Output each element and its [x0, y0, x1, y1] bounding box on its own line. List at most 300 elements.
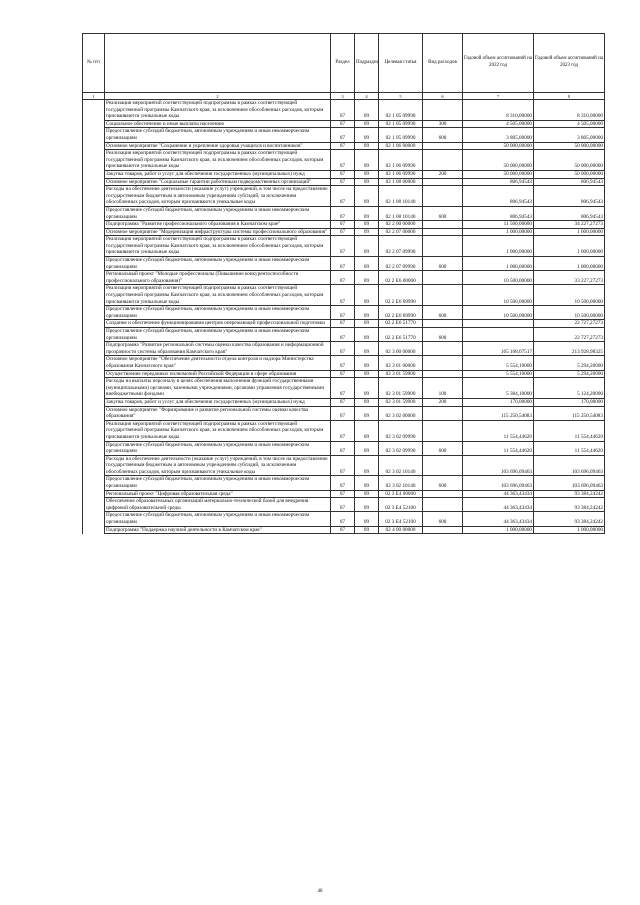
target-article: 02 2 07 09990 [379, 257, 423, 271]
target-article: 02 1 05 09990 [379, 128, 423, 142]
expense-type: 600 [423, 512, 463, 526]
section-code: 07 [331, 328, 355, 342]
subsection-code: 09 [355, 512, 379, 526]
amount-2023: 1 000,00000 [534, 228, 605, 236]
row-num-cell [83, 356, 105, 370]
item-name: Предоставление субсидий бюджетным, автономным учреждениям и иным некоммерческим организациям [105, 328, 331, 342]
amount-2022: 10 500,00000 [463, 306, 534, 320]
header-vol-2022: Годовой объем ассигнований на 2022 год [463, 34, 534, 93]
section-code: 07 [331, 206, 355, 220]
amount-2022: 1 000,00000 [463, 236, 534, 257]
amount-2022: 3 805,00000 [463, 128, 534, 142]
item-name: Основное мероприятие "Социальные гарантии работникам подведомственных организаций" [105, 178, 331, 186]
amount-2023: 33 227,27273 [534, 271, 605, 285]
subsection-code: 09 [355, 406, 379, 420]
item-name: Осуществление переданных полномочий Российской Федерации в сфере образования [105, 370, 331, 378]
section-code: 07 [331, 150, 355, 171]
item-name: Реализация мероприятий соответствующей подпрограммы в рамках соответствующей государственной программы Камчатского края, за исключением обособленных расходов, которым присваиваются уникальные коды [105, 420, 331, 441]
table-row [83, 420, 605, 441]
col-number: 3 [331, 93, 355, 100]
table-row [83, 356, 605, 370]
expense-type [423, 320, 463, 328]
section-code: 07 [331, 186, 355, 207]
row-num-cell [83, 221, 105, 229]
amount-2023: 170,00000 [534, 398, 605, 406]
expense-type: 600 [423, 328, 463, 342]
amount-2022: 1 000,00000 [463, 526, 534, 534]
target-article: 02 3 E4 52100 [379, 498, 423, 512]
row-num-cell [83, 498, 105, 512]
amount-2023: 5 124,20000 [534, 378, 605, 399]
amount-2023: 22 727,27273 [534, 328, 605, 342]
item-name: Предоставление субсидий бюджетным, автономным учреждениям и иным некоммерческим организациям [105, 257, 331, 271]
section-code: 07 [331, 228, 355, 236]
target-article: 02 1 06 09990 [379, 150, 423, 171]
header-num: № п/п [83, 34, 105, 93]
amount-2022: 5 554,10000 [463, 370, 534, 378]
target-article: 02 1 06 09990 [379, 170, 423, 178]
table-row [83, 206, 605, 220]
subsection-code: 09 [355, 490, 379, 498]
expense-type [423, 228, 463, 236]
subsection-code: 09 [355, 306, 379, 320]
table-row [83, 271, 605, 285]
row-num-cell [83, 142, 105, 150]
target-article: 02 1 05 09990 [379, 100, 423, 121]
amount-2022: 44 363,43434 [463, 498, 534, 512]
row-num-cell [83, 128, 105, 142]
section-code: 07 [331, 526, 355, 534]
target-article: 02 3 02 10140 [379, 476, 423, 490]
subsection-code: 09 [355, 170, 379, 178]
row-num-cell [83, 236, 105, 257]
amount-2022: 806,94543 [463, 178, 534, 186]
table-row [83, 257, 605, 271]
section-code: 07 [331, 120, 355, 128]
item-name: Расходы на обеспечение деятельности (оказание услуг) учреждений, в том числе на предоставление государственным бюджетным и автономным учреждениям субсидий, за исключением обособленных расходов, которым присваиваются уникальные коды [105, 455, 331, 476]
amount-2022: 11 554,44620 [463, 420, 534, 441]
budget-table [82, 33, 605, 534]
subsection-code: 09 [355, 476, 379, 490]
subsection-code: 09 [355, 455, 379, 476]
table-row [83, 406, 605, 420]
col-number: 5 [379, 93, 423, 100]
expense-type [423, 526, 463, 534]
expense-type [423, 221, 463, 229]
subsection-code: 09 [355, 342, 379, 356]
amount-2022: 11 554,44620 [463, 441, 534, 455]
section-code: 07 [331, 441, 355, 455]
target-article: 02 1 08 10140 [379, 186, 423, 207]
expense-type [423, 142, 463, 150]
amount-2022: 103 696,09463 [463, 476, 534, 490]
amount-2023: 103 696,09463 [534, 455, 605, 476]
item-name: Основное мероприятие "Сохранение и укрепление здоровья учащихся и воспитанников" [105, 142, 331, 150]
header-name [105, 34, 331, 93]
section-code: 07 [331, 257, 355, 271]
section-code: 07 [331, 490, 355, 498]
expense-type [423, 406, 463, 420]
amount-2023: 11 554,44620 [534, 420, 605, 441]
table-row [83, 490, 605, 498]
subsection-code: 09 [355, 206, 379, 220]
table-row [83, 476, 605, 490]
item-name: Подпрограмма "Развитие профессионального образования в Камчатском крае" [105, 221, 331, 229]
expense-type [423, 420, 463, 441]
subsection-code: 09 [355, 186, 379, 207]
expense-type [423, 356, 463, 370]
col-number: 4 [355, 93, 379, 100]
amount-2022: 5 554,10000 [463, 356, 534, 370]
item-name: Расходы на выплаты персоналу в целях обеспечения выполнения функций государственными (муниципальными) органами, казенными учреждениями, органами управления государственными внебюджетными фондами [105, 378, 331, 399]
amount-2022: 44 363,43434 [463, 490, 534, 498]
row-num-cell [83, 320, 105, 328]
amount-2023: 11 554,44620 [534, 441, 605, 455]
subsection-code: 09 [355, 498, 379, 512]
target-article: 02 3 02 00000 [379, 406, 423, 420]
target-article: 02 1 05 09990 [379, 120, 423, 128]
expense-type: 600 [423, 128, 463, 142]
item-name: Создание и обеспечение функционирования центров опережающей профессиональной подготовки [105, 320, 331, 328]
amount-2023: 1 000,00000 [534, 526, 605, 534]
amount-2022: 5 384,10000 [463, 378, 534, 399]
section-code: 07 [331, 236, 355, 257]
section-code: 07 [331, 476, 355, 490]
table-row [83, 306, 605, 320]
target-article: 02 3 02 10140 [379, 455, 423, 476]
table-header-row [83, 34, 605, 93]
table-row [83, 512, 605, 526]
amount-2023: 93 384,24242 [534, 490, 605, 498]
item-name: Расходы на обеспечение деятельности (оказание услуг) учреждений, в том числе на предоставление государственным бюджетным и автономным учреждениям субсидий, за исключением обособленных расходов, которым присваиваются уникальные коды [105, 186, 331, 207]
table-row [83, 178, 605, 186]
table-row [83, 370, 605, 378]
header-vol-2023: Годовой объем ассигнований на 2023 год [534, 34, 605, 93]
subsection-code: 09 [355, 370, 379, 378]
amount-2023: 806,94543 [534, 206, 605, 220]
section-code: 07 [331, 342, 355, 356]
row-num-cell [83, 420, 105, 441]
target-article: 02 3 02 09990 [379, 441, 423, 455]
row-num-cell [83, 178, 105, 186]
target-article: 02 2 E6 00000 [379, 271, 423, 285]
item-name: Предоставление субсидий бюджетным, автономным учреждениям и иным некоммерческим организациям [105, 128, 331, 142]
row-num-cell [83, 406, 105, 420]
subsection-code: 09 [355, 150, 379, 171]
header-subsection: Подраздел [355, 34, 379, 93]
item-name: Предоставление субсидий бюджетным, автономным учреждениям и иным некоммерческим организациям [105, 441, 331, 455]
subsection-code: 09 [355, 420, 379, 441]
amount-2023: 5 294,20000 [534, 356, 605, 370]
row-num-cell [83, 170, 105, 178]
expense-type [423, 186, 463, 207]
table-row [83, 170, 605, 178]
amount-2023: 50 000,00000 [534, 170, 605, 178]
table-body [83, 100, 605, 534]
target-article: 02 2 07 00000 [379, 228, 423, 236]
amount-2022: 11 500,00000 [463, 221, 534, 229]
subsection-code: 09 [355, 228, 379, 236]
amount-2023: 93 384,24242 [534, 498, 605, 512]
item-name: Региональный проект "Цифровая образовательная среда" [105, 490, 331, 498]
table-row [83, 285, 605, 306]
table-row [83, 320, 605, 328]
subsection-code: 09 [355, 120, 379, 128]
header-target: Целевая статья [379, 34, 423, 93]
row-num-cell [83, 398, 105, 406]
table-row [83, 221, 605, 229]
amount-2022: 44 363,43434 [463, 512, 534, 526]
amount-2022: 4 505,00000 [463, 120, 534, 128]
target-article: 02 1 08 00000 [379, 178, 423, 186]
target-article: 02 2 E6 51770 [379, 328, 423, 342]
amount-2023: 34 227,27273 [534, 221, 605, 229]
item-name: Реализация мероприятий соответствующей подпрограммы в рамках соответствующей государственной программы Камчатского края, за исключением обособленных расходов, которым присваиваются уникальные коды [105, 285, 331, 306]
item-name: Региональный проект "Молодые профессионалы (Повышение конкурентоспособности профессионального образования)" [105, 271, 331, 285]
expense-type [423, 271, 463, 285]
budget-table-sheet [82, 33, 604, 534]
subsection-code: 09 [355, 178, 379, 186]
row-num-cell [83, 342, 105, 356]
subsection-code: 09 [355, 398, 379, 406]
item-name: Обеспечение образовательных организаций материально-технической базой для внедрения цифровой образовательной среды [105, 498, 331, 512]
table-row [83, 526, 605, 534]
section-code: 07 [331, 178, 355, 186]
subsection-code: 09 [355, 285, 379, 306]
target-article: 02 3 02 09990 [379, 420, 423, 441]
amount-2022: 806,94543 [463, 186, 534, 207]
item-name: Основное мероприятие "Формирование и развитие региональной системы оценки качества образования" [105, 406, 331, 420]
page-number: 48 [317, 889, 323, 894]
amount-2022 [463, 320, 534, 328]
amount-2023: 115 250,54083 [534, 406, 605, 420]
expense-type [423, 455, 463, 476]
row-num-cell [83, 455, 105, 476]
header-exp-type: Вид расходов [423, 34, 463, 93]
target-article: 02 3 00 00000 [379, 342, 423, 356]
table-row [83, 150, 605, 171]
section-code: 07 [331, 398, 355, 406]
amount-2023: 806,94543 [534, 186, 605, 207]
table-row [83, 328, 605, 342]
item-name: Закупка товаров, работ и услуг для обеспечения государственных (муниципальных) нужд [105, 398, 331, 406]
target-article: 02 2 E6 51770 [379, 320, 423, 328]
target-article: 02 2 00 00000 [379, 221, 423, 229]
subsection-code: 09 [355, 378, 379, 399]
amount-2022: 10 500,00000 [463, 271, 534, 285]
row-num-cell [83, 370, 105, 378]
item-name: Основное мероприятие "Обеспечение деятельности отдела контроля и надзора Министерства образования Камчатского края" [105, 356, 331, 370]
item-name: Социальное обеспечение и иные выплаты населению [105, 120, 331, 128]
subsection-code: 09 [355, 257, 379, 271]
item-name: Реализация мероприятий соответствующей подпрограммы в рамках соответствующей государственной программы Камчатского края, за исключением обособленных расходов, которым присваиваются уникальные коды [105, 150, 331, 171]
row-num-cell [83, 476, 105, 490]
target-article: 02 3 01 59900 [379, 398, 423, 406]
subsection-code: 09 [355, 142, 379, 150]
col-number: 1 [83, 93, 105, 100]
item-name: Предоставление субсидий бюджетным, автономным учреждениям и иным некоммерческим организациям [105, 306, 331, 320]
row-num-cell [83, 257, 105, 271]
expense-type: 600 [423, 441, 463, 455]
header-section: Раздел [331, 34, 355, 93]
section-code: 07 [331, 170, 355, 178]
section-code: 07 [331, 128, 355, 142]
expense-type [423, 178, 463, 186]
expense-type [423, 236, 463, 257]
amount-2022: 170,00000 [463, 398, 534, 406]
section-code: 07 [331, 285, 355, 306]
row-num-cell [83, 328, 105, 342]
column-number-row [83, 93, 605, 100]
amount-2023: 806,94543 [534, 178, 605, 186]
target-article: 02 3 01 00000 [379, 356, 423, 370]
row-num-cell [83, 228, 105, 236]
target-article: 02 3 E4 52100 [379, 512, 423, 526]
row-num-cell [83, 378, 105, 399]
item-name: Реализация мероприятий соответствующей подпрограммы в рамках соответствующей государственной программы Камчатского края, за исключением обособленных расходов, которым присваиваются уникальные коды [105, 100, 331, 121]
section-code: 07 [331, 370, 355, 378]
section-code: 07 [331, 100, 355, 121]
table-row [83, 228, 605, 236]
table-row [83, 378, 605, 399]
table-row [83, 455, 605, 476]
table-row [83, 342, 605, 356]
amount-2023: 4 505,00000 [534, 120, 605, 128]
subsection-code: 09 [355, 128, 379, 142]
amount-2023: 50 000,00000 [534, 142, 605, 150]
row-num-cell [83, 120, 105, 128]
amount-2022 [463, 328, 534, 342]
amount-2023: 1 000,00000 [534, 257, 605, 271]
amount-2023: 10 500,00000 [534, 285, 605, 306]
amount-2023: 5 294,20000 [534, 370, 605, 378]
row-num-cell [83, 512, 105, 526]
table-row [83, 186, 605, 207]
table-row [83, 120, 605, 128]
amount-2023: 1 000,00000 [534, 236, 605, 257]
row-num-cell [83, 150, 105, 171]
section-code: 07 [331, 455, 355, 476]
target-article: 02 3 01 59900 [379, 378, 423, 399]
subsection-code: 09 [355, 356, 379, 370]
amount-2022: 103 696,09463 [463, 455, 534, 476]
col-number: 7 [463, 93, 534, 100]
amount-2023: 213 928,98325 [534, 342, 605, 356]
item-name: Подпрограмма "Развитие региональной системы оценки качества образования и информационной прозрачности системы образования Камчатского края" [105, 342, 331, 356]
table-row [83, 498, 605, 512]
row-num-cell [83, 306, 105, 320]
col-number: 2 [105, 93, 331, 100]
section-code: 07 [331, 320, 355, 328]
expense-type: 600 [423, 476, 463, 490]
section-code: 07 [331, 271, 355, 285]
col-number: 8 [534, 93, 605, 100]
section-code: 07 [331, 356, 355, 370]
target-article: 02 3 E4 00000 [379, 490, 423, 498]
subsection-code: 09 [355, 526, 379, 534]
amount-2023: 22 727,27273 [534, 320, 605, 328]
target-article: 02 1 08 10140 [379, 206, 423, 220]
row-num-cell [83, 100, 105, 121]
amount-2023: 93 384,24242 [534, 512, 605, 526]
col-number: 6 [423, 93, 463, 100]
amount-2022: 806,94543 [463, 206, 534, 220]
subsection-code: 09 [355, 271, 379, 285]
amount-2022: 165 168,07517 [463, 342, 534, 356]
amount-2023: 10 500,00000 [534, 306, 605, 320]
subsection-code: 09 [355, 320, 379, 328]
amount-2022: 115 250,54083 [463, 406, 534, 420]
expense-type [423, 342, 463, 356]
subsection-code: 09 [355, 100, 379, 121]
amount-2022: 50 000,00000 [463, 150, 534, 171]
target-article: 02 2 E6 09990 [379, 285, 423, 306]
table-row [83, 441, 605, 455]
target-article: 02 2 E6 09990 [379, 306, 423, 320]
row-num-cell [83, 441, 105, 455]
item-name: Предоставление субсидий бюджетным, автономным учреждениям и иным некоммерческим организациям [105, 512, 331, 526]
item-name: Подпрограмма "Поддержка научной деятельности в Камчатском крае" [105, 526, 331, 534]
table-row [83, 236, 605, 257]
expense-type: 200 [423, 398, 463, 406]
row-num-cell [83, 206, 105, 220]
section-code: 07 [331, 306, 355, 320]
amount-2023: 8 310,00000 [534, 100, 605, 121]
amount-2023: 103 696,09463 [534, 476, 605, 490]
section-code: 07 [331, 406, 355, 420]
table-row [83, 128, 605, 142]
expense-type [423, 150, 463, 171]
row-num-cell [83, 271, 105, 285]
section-code: 07 [331, 512, 355, 526]
amount-2022: 50 000,00000 [463, 170, 534, 178]
row-num-cell [83, 285, 105, 306]
target-article: 02 4 00 00000 [379, 526, 423, 534]
subsection-code: 09 [355, 328, 379, 342]
table-row [83, 398, 605, 406]
amount-2022: 10 500,00000 [463, 285, 534, 306]
table-row [83, 100, 605, 121]
expense-type: 600 [423, 306, 463, 320]
target-article: 02 1 06 00000 [379, 142, 423, 150]
expense-type [423, 498, 463, 512]
row-num-cell [83, 186, 105, 207]
subsection-code: 09 [355, 441, 379, 455]
amount-2022: 1 000,00000 [463, 257, 534, 271]
row-num-cell [83, 490, 105, 498]
item-name: Предоставление субсидий бюджетным, автономным учреждениям и иным некоммерческим организациям [105, 206, 331, 220]
expense-type: 200 [423, 170, 463, 178]
target-article: 02 2 07 09990 [379, 236, 423, 257]
amount-2023: 50 000,00000 [534, 150, 605, 171]
section-code: 07 [331, 142, 355, 150]
amount-2023: 3 805,00000 [534, 128, 605, 142]
amount-2022: 50 000,00000 [463, 142, 534, 150]
subsection-code: 09 [355, 221, 379, 229]
table-row [83, 142, 605, 150]
expense-type [423, 285, 463, 306]
section-code: 07 [331, 378, 355, 399]
expense-type: 600 [423, 206, 463, 220]
expense-type: 100 [423, 378, 463, 399]
expense-type: 300 [423, 120, 463, 128]
subsection-code: 09 [355, 236, 379, 257]
expense-type: 600 [423, 257, 463, 271]
section-code: 07 [331, 420, 355, 441]
amount-2022: 8 310,00000 [463, 100, 534, 121]
item-name: Закупка товаров, работ и услуг для обеспечения государственных (муниципальных) нужд [105, 170, 331, 178]
expense-type [423, 370, 463, 378]
